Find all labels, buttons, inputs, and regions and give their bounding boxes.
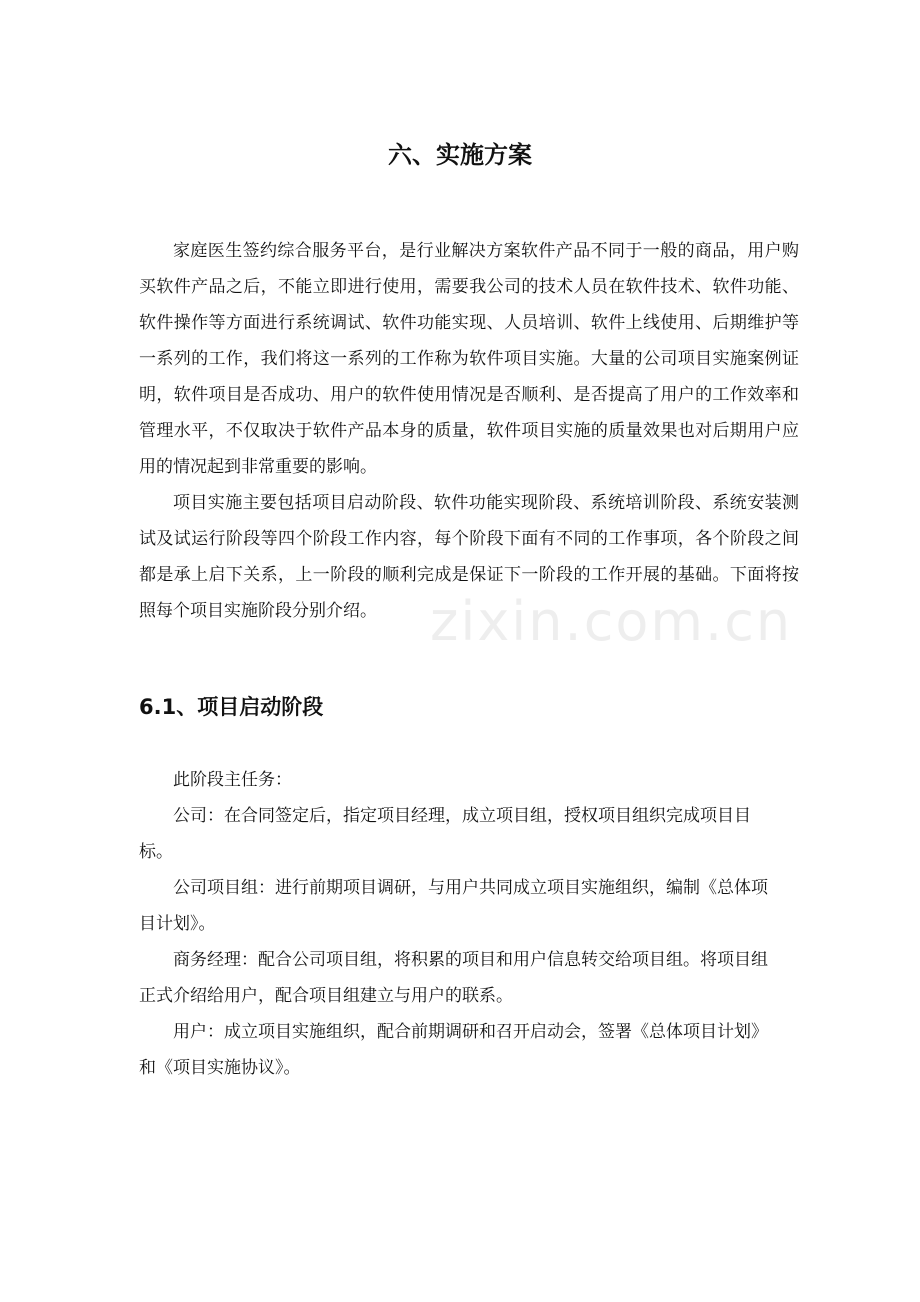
task-intro: 此阶段主任务： <box>173 770 292 790</box>
task-item-project-team: 公司项目组：进行前期项目调研，与用户共同成立项目实施组织，编制《总体项目计划》。 <box>139 878 768 934</box>
task-item-business-manager: 商务经理：配合公司项目组，将积累的项目和用户信息转交给项目组。将项目组正式介绍给用户，配合项目组建立与用户的联系。 <box>139 950 768 1006</box>
intro-section <box>139 233 799 629</box>
section-heading: 6.1、项目启动阶段 <box>139 695 324 719</box>
document-title: 六、实施方案 <box>388 141 532 169</box>
intro-paragraph-1: 家庭医生签约综合服务平台，是行业解决方案软件产品不同于一般的商品，用户购买软件产品之后，不能立即进行使用，需要我公司的技术人员在软件技术、软件功能、软件操作等方面进行系统调试、软件功能实现、人员培训、软件上线使用、后期维护等一系列的工作，我们将这一系列的工作称为软件项目实施。大量的公司项目实施案例证明，软件项目是否成功、用户的软件使用情况是否顺利、是否提高了用户的工作效率和管理水平，不仅取决于软件产品本身的质量，软件项目实施的质量效果也对后期用户应用的情况起到非常重要的影响。 <box>139 241 799 477</box>
task-list <box>139 762 779 1086</box>
watermark: zixin.com.cn <box>430 590 793 653</box>
intro-paragraph-2: 项目实施主要包括项目启动阶段、软件功能实现阶段、系统培训阶段、系统安装测试及试运行阶段等四个阶段工作内容，每个阶段下面有不同的工作事项，各个阶段之间都是承上启下关系，上一阶段的顺利完成是保证下一阶段的工作开展的基础。下面将按照每个项目实施阶段分别介绍。 <box>139 493 799 621</box>
task-item-user: 用户：成立项目实施组织，配合前期调研和召开启动会，签署《总体项目计划》和《项目实施协议》。 <box>139 1022 768 1078</box>
task-item-company: 公司：在合同签定后，指定项目经理，成立项目组，授权项目组织完成项目目标。 <box>139 806 751 862</box>
